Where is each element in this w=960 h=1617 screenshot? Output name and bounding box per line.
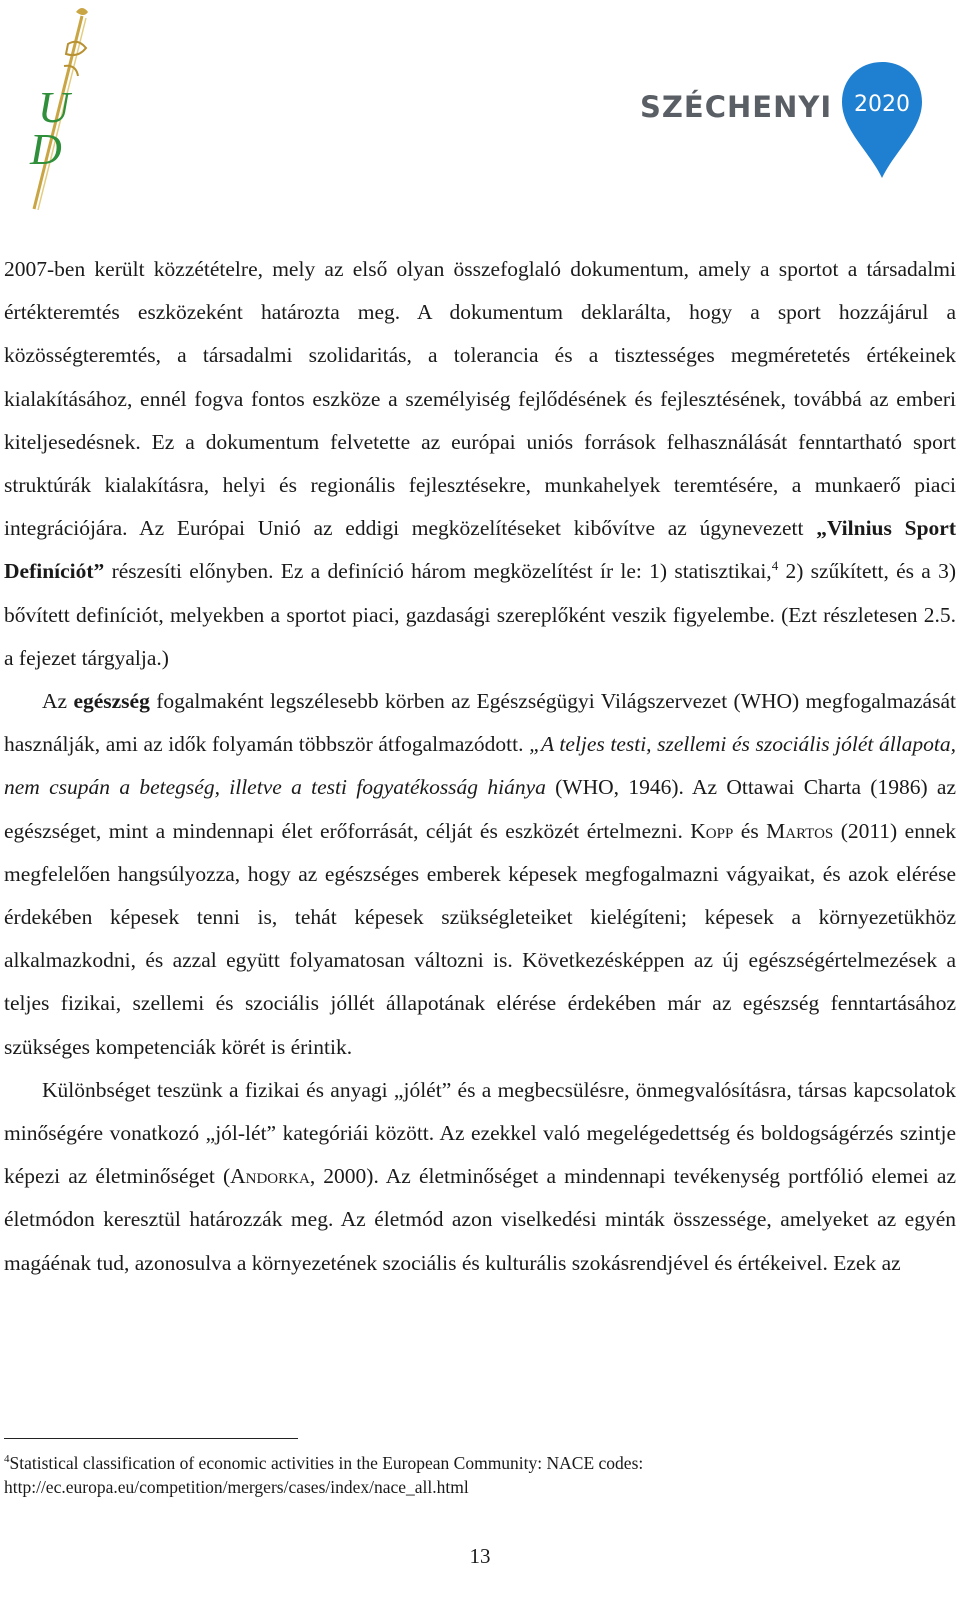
author-name: Kopp bbox=[690, 818, 734, 843]
page-header bbox=[0, 0, 960, 220]
ud-scepter-icon bbox=[20, 4, 100, 214]
text-run: Az bbox=[42, 689, 74, 714]
footnote-divider bbox=[4, 1438, 298, 1439]
location-pin-icon bbox=[840, 60, 924, 180]
footnote bbox=[4, 1451, 956, 1499]
szechenyi-word: SZÉCHENYI bbox=[640, 90, 833, 124]
text-run: Különbséget teszünk a fizikai és anyagi „jólét” és a megbecsülésre, önmegvalósításra, társas kapcsolatok minőségére vonatkozó „jól-lét” kategóriái között. Az ezekkel való megelégedettség és boldogságérzés szintje képezi az életminőséget ( bbox=[4, 1077, 956, 1189]
text-run: és bbox=[733, 818, 767, 843]
page-number: 13 bbox=[469, 1544, 491, 1568]
szechenyi-year: 2020 bbox=[854, 92, 910, 117]
health-term: egészség bbox=[73, 689, 150, 714]
who-definition-quote: „A teljes testi, szellemi és szociális jólét állapota, nem csupán a betegség, illetve a testi fogyatékosság hiánya bbox=[4, 732, 956, 800]
text-run: , 2000). Az életminőséget a mindennapi tevékenység portfólió elemei az életmódon keresztül határozzák meg. Az életmód azon viselkedési minták összessége, amelyeket az egyén magáénak tud, azonosulva a környezetének szociális és kulturális szokásrendjével és értékeivel. Ezek az bbox=[4, 1164, 956, 1275]
paragraph-2 bbox=[4, 680, 956, 1069]
author-name: Martos bbox=[766, 818, 834, 843]
paragraph-1 bbox=[4, 248, 956, 680]
svg-text:D: D bbox=[30, 125, 62, 174]
main-text bbox=[4, 248, 956, 1285]
university-logo bbox=[20, 4, 100, 214]
svg-text:U: U bbox=[38, 83, 70, 132]
vilnius-definition-term: „Vilnius Sport Definíciót” bbox=[4, 516, 956, 584]
footnote-reference[interactable]: 4 bbox=[771, 558, 779, 574]
szechenyi-2020-logo bbox=[640, 60, 940, 180]
text-run: 2) szűkített, és a 3) bővített definíciót, melyekben a sportot piaci, gazdasági szereplőként veszik figyelembe. (Ezt részletesen 2.5. a fejezet tárgyalja.) bbox=[4, 559, 957, 670]
text-run: (WHO, 1946). Az Ottawai Charta (1986) az egészséget, mint a mindennapi élet erőforrását, célját és eszközét értelmezni. bbox=[4, 775, 956, 843]
text-run: 2007-ben került közzétételre, mely az első olyan összefoglaló dokumentum, amely a sportot a társadalmi értékteremtés eszközeként határozta meg. A dokumentum deklarálta, hogy a sport hozzájárul a közösségteremtés, a társadalmi szolidaritás, a tolerancia és a tisztességes megméretetés értékeinek kialakításához, ennél fogva fontos eszköze a személyiség fejlődésének és fejlesztésének, továbbá az emberi kiteljesedésnek. Ez a dokumentum felvetette az európai uniós források felhasználását fenntartható sport struktúrák kialakításra, helyi és regionális fejlesztésekre, munkahelyek teremtésére, a munkaerő piaci integrációjára. Az Európai Unió az eddigi megközelítéseket kibővítve az úgynevezett bbox=[4, 257, 956, 541]
author-name: Andorka bbox=[230, 1164, 310, 1189]
footnote-text: Statistical classification of economic activities in the European Community: NACE codes: http://ec.europa.eu/competition/mergers/cases/index/nace_all.html bbox=[4, 1453, 644, 1497]
text-run: (2011) ennek megfelelően hangsúlyozza, hogy az egészséges emberek képesek megfogalmazni vágyaikat, és azok elérése érdekében képesek tenni is, tehát képesek szükségleteiket kielégíteni; képesek a környezetükhöz alkalmazkodni, és azzal együtt folyamatosan változni is. Következésképpen az új egészségértelmezések a teljes fizikai, szellemi és szociális jóllét állapotának elérése érdekében már az egészség fenntartásához szükséges kompetenciák körét is érintik. bbox=[4, 818, 956, 1059]
text-run: fogalmaként legszélesebb körben az Egészségügyi Világszervezet (WHO) megfogalmazását használják, ami az idők folyamán többször átfogalmazódott. bbox=[4, 689, 956, 757]
paragraph-3 bbox=[4, 1069, 956, 1285]
footnote-number: 4 bbox=[4, 1453, 10, 1466]
text-run: részesíti előnyben. Ez a definíció három megközelítést ír le: 1) statisztikai, bbox=[104, 559, 772, 584]
